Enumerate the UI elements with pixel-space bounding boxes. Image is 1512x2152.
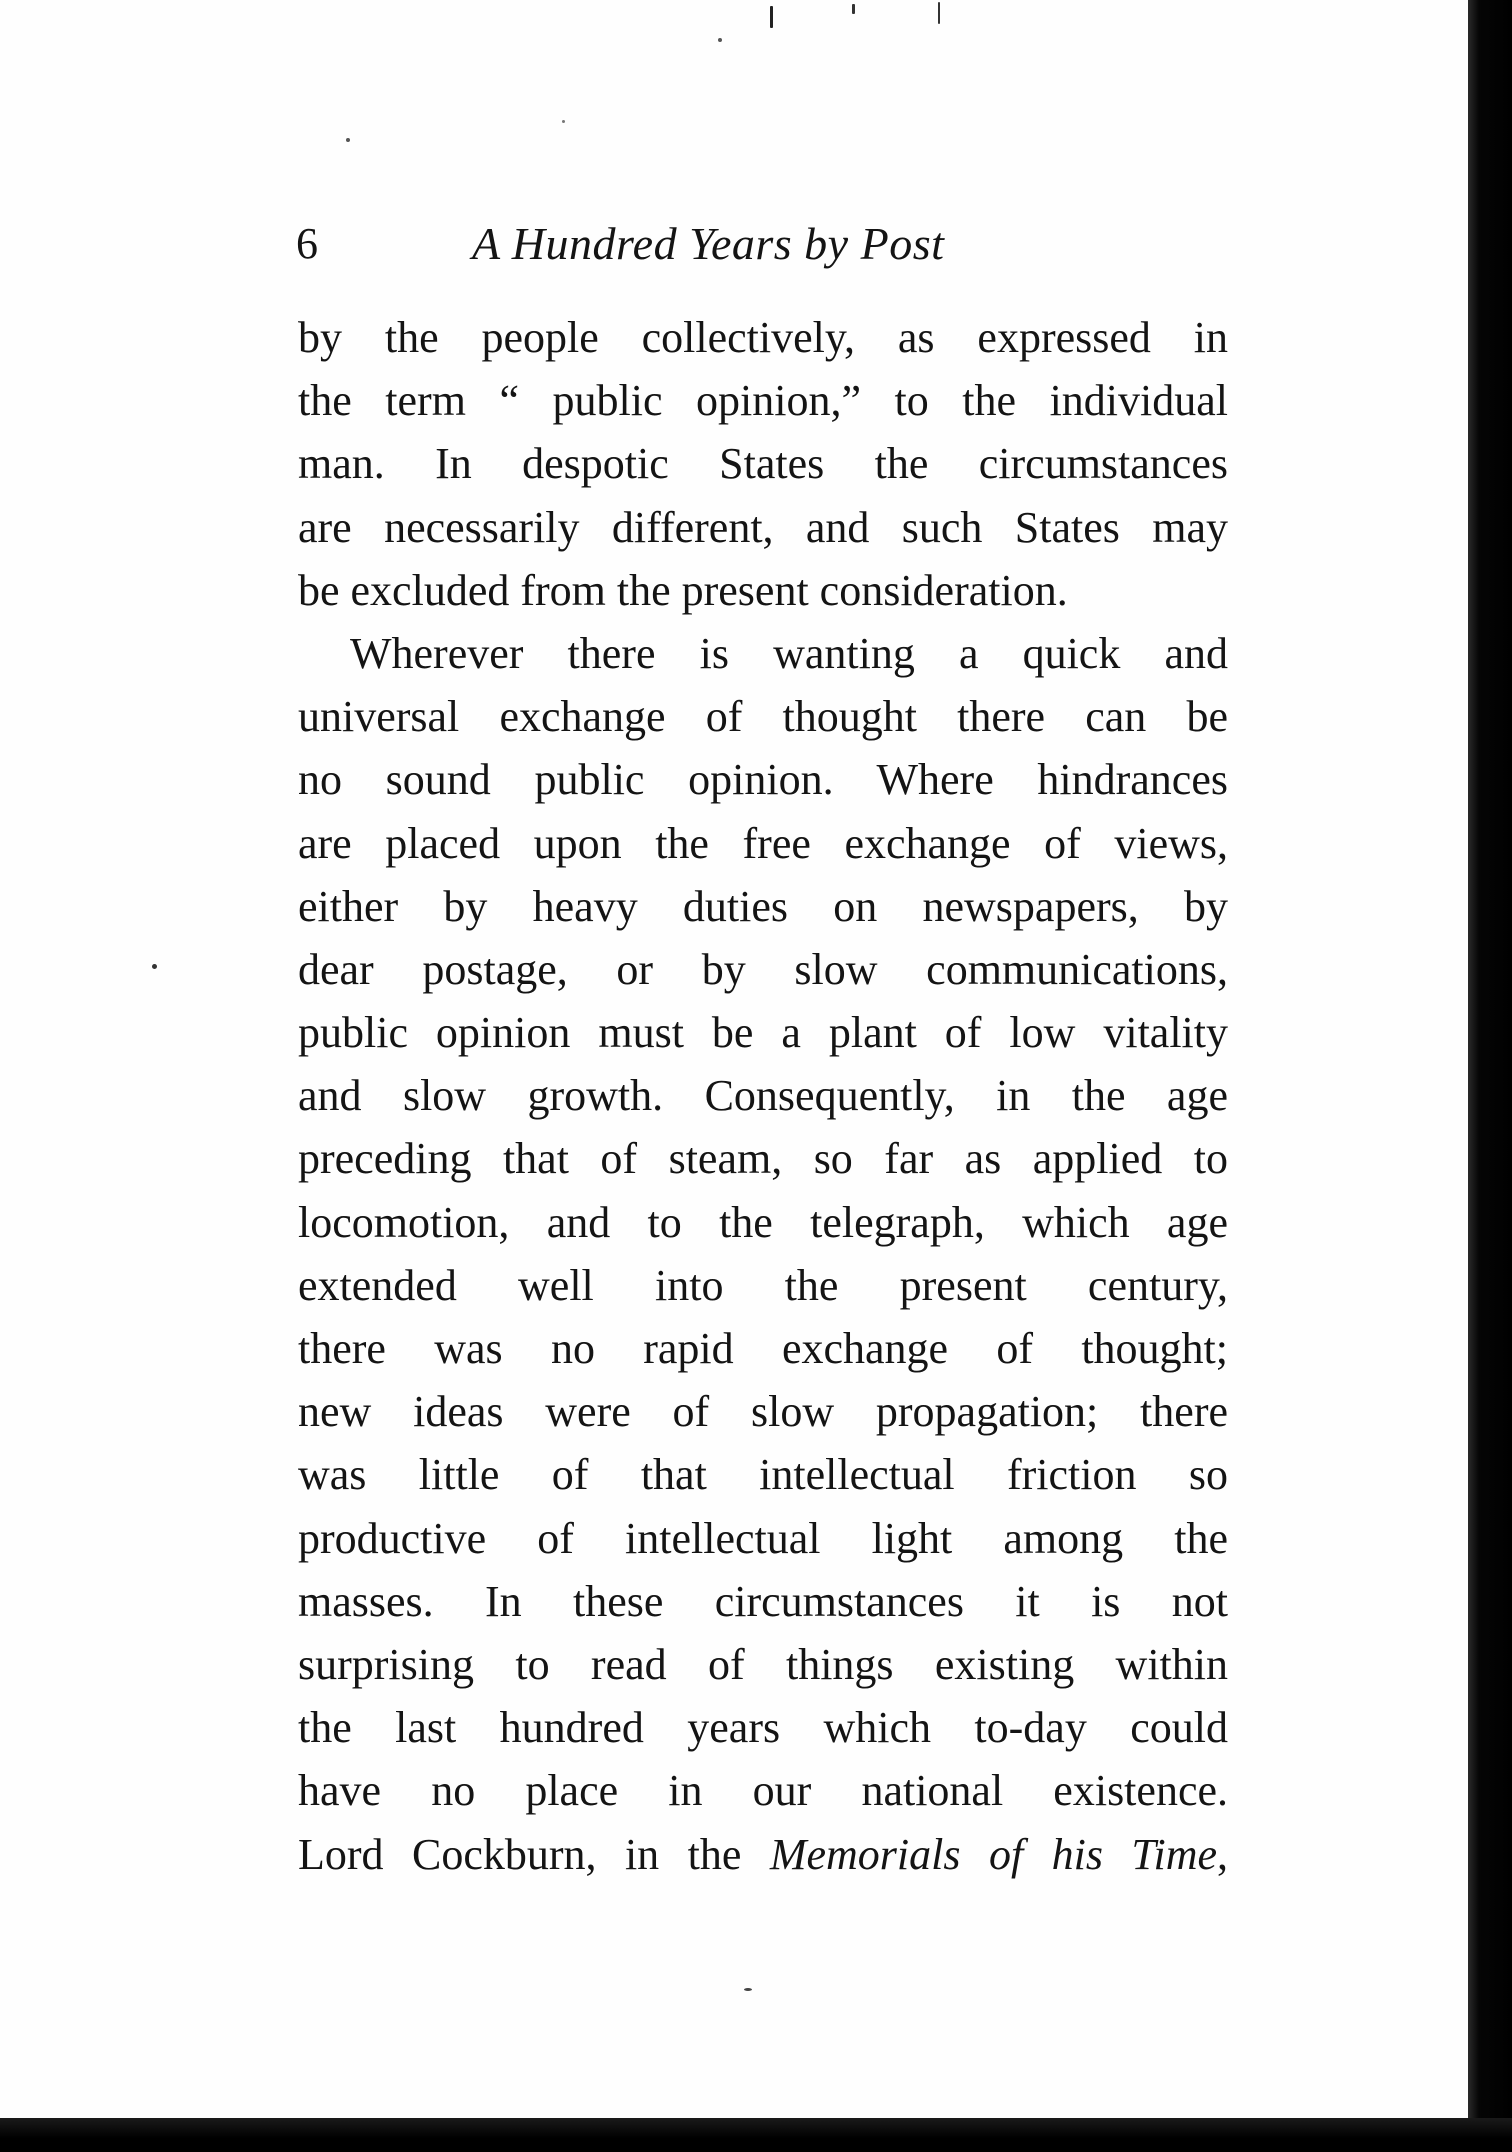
page-bottom-edge xyxy=(0,2118,1512,2152)
scan-speck xyxy=(744,1988,752,1991)
scan-speck xyxy=(718,38,722,42)
paragraph-1 xyxy=(298,306,1228,622)
scan-speck xyxy=(770,6,773,28)
text-line: no sound public opinion. Where hindrances xyxy=(298,755,1228,805)
page-number: 6 xyxy=(296,219,318,268)
text-run: Lord Cockburn, in the xyxy=(298,1829,770,1879)
text-line: public opinion must be a plant of low vitality xyxy=(298,1008,1228,1058)
text-line: either by heavy duties on newspapers, by xyxy=(298,881,1228,931)
text-line: are necessarily different, and such States may xyxy=(298,502,1228,552)
text-line: dear postage, or by slow communications, xyxy=(298,944,1228,994)
text-line: the term “ public opinion,” to the individual xyxy=(298,376,1228,426)
text-line: there was no rapid exchange of thought; xyxy=(298,1324,1228,1373)
paragraph-2 xyxy=(298,622,1228,1886)
text-line: the last hundred years which to-day could xyxy=(298,1703,1228,1753)
text-run: , xyxy=(1217,1829,1228,1879)
text-line: extended well into the present century, xyxy=(298,1260,1228,1310)
book-title-italic: Memorials of his Time xyxy=(769,1829,1217,1879)
text-line: are placed upon the free exchange of views, xyxy=(298,818,1228,868)
text-line: productive of intellectual light among the xyxy=(298,1513,1228,1563)
scan-speck xyxy=(852,4,855,14)
text-line: new ideas were of slow propagation; there xyxy=(298,1387,1228,1437)
body-text xyxy=(298,306,1228,1886)
text-line-final xyxy=(298,1823,1228,1886)
text-line: universal exchange of thought there can be xyxy=(298,692,1228,742)
text-line: Wherever there is wanting a quick and xyxy=(350,628,1228,678)
scan-speck xyxy=(938,2,940,24)
text-line: and slow growth. Consequently, in the age xyxy=(298,1071,1228,1121)
text-line: masses. In these circumstances it is not xyxy=(298,1576,1228,1626)
text-line: have no place in our national existence. xyxy=(298,1766,1228,1816)
text-line: was little of that intellectual friction so xyxy=(298,1450,1228,1500)
scan-speck xyxy=(152,964,157,969)
text-line: man. In despotic States the circumstances xyxy=(298,439,1228,489)
text-line: preceding that of steam, so far as applied to xyxy=(298,1134,1228,1184)
text-line: by the people collectively, as expressed in xyxy=(298,313,1228,362)
scan-speck xyxy=(562,120,565,123)
page-binding-edge xyxy=(1468,0,1512,2152)
text-line: be excluded from the present consideration. xyxy=(298,565,1068,615)
text-line: surprising to read of things existing within xyxy=(298,1639,1228,1689)
text-line: locomotion, and to the telegraph, which age xyxy=(298,1197,1228,1247)
scan-speck xyxy=(346,138,350,142)
running-title: A Hundred Years by Post xyxy=(472,218,945,269)
running-header xyxy=(296,214,1236,274)
